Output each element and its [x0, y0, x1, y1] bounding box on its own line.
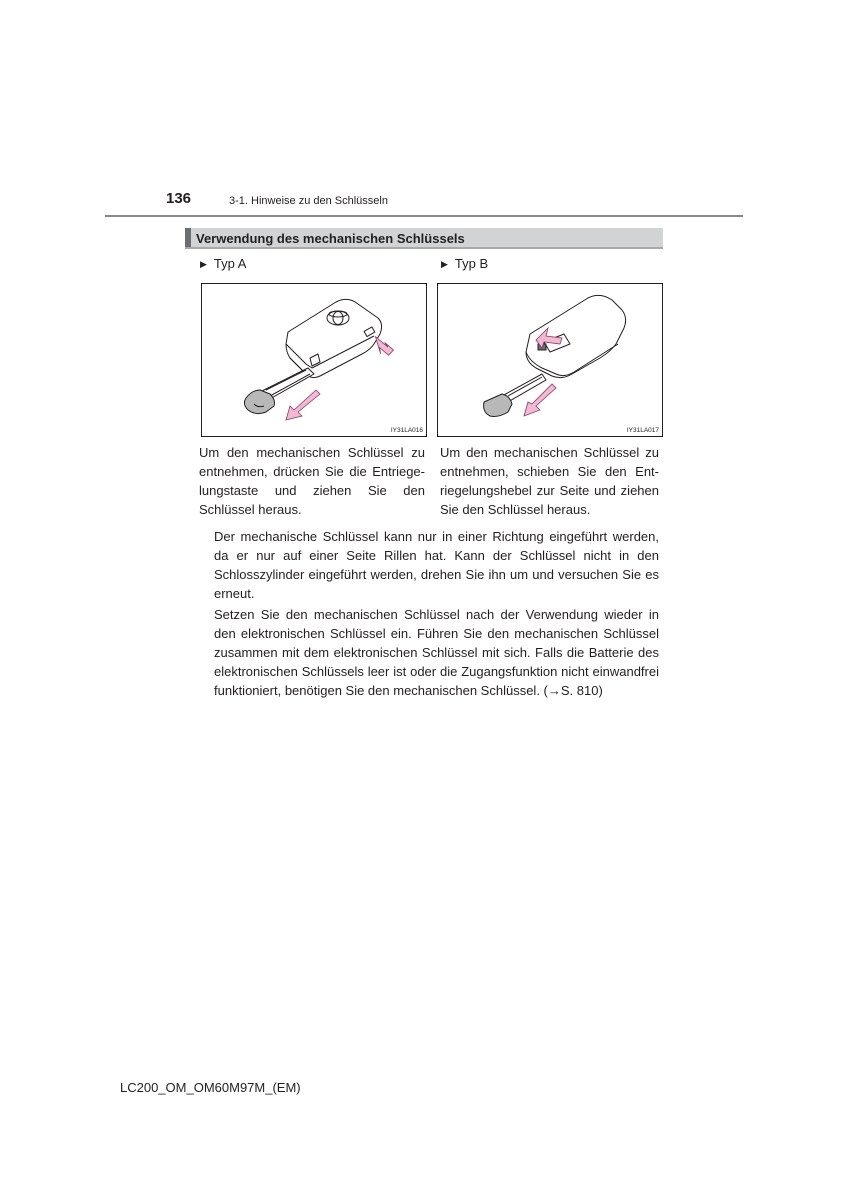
- figure-type-a: [201, 283, 427, 437]
- caption-type-b: Um den mechanischen Schlüssel zu entnehmen, schieben Sie den Entriegelungshebel zur Seite und ziehen Sie den Schlüssel heraus.: [440, 445, 659, 517]
- note-paragraph-2: Setzen Sie den mechanischen Schlüssel nach der Verwendung wieder in den elektronischen Schlüssel ein. Führen Sie den mechanischen Schlüssel zusammen mit dem elektronischen Schlüssel mit sich. Falls die Batterie des elektronischen Schlüssels leer ist oder die Zugangsfunktion nicht einwandfrei funktioniert, benötigen Sie den mechanischen Schlüssel. (→S. 810): [214, 607, 659, 698]
- figure-code-a: IY31LA016: [390, 427, 423, 434]
- figure-code-b: IY31LA017: [626, 427, 659, 434]
- pull-arrow-icon: [286, 390, 320, 420]
- header-rule: [105, 215, 743, 217]
- type-a-label-text: Typ A: [213, 256, 247, 271]
- section-path: 3-1. Hinweise zu den Schlüsseln: [229, 195, 388, 207]
- triangle-bullet-icon: ▶: [200, 259, 207, 269]
- type-b-label-text: Typ B: [454, 256, 489, 271]
- push-arrow-icon: [373, 337, 395, 356]
- section-heading-accent: [185, 228, 191, 247]
- section-heading-bar: [185, 228, 663, 249]
- type-b-label: [441, 256, 488, 271]
- key-illustration-type-a: [202, 284, 428, 438]
- key-illustration-type-b: [438, 284, 664, 438]
- footer-doc-code: LC200_OM_OM60M97M_(EM): [120, 1080, 301, 1095]
- triangle-bullet-icon: ▶: [441, 259, 448, 269]
- figure-type-b: [437, 283, 663, 437]
- type-a-label: [200, 256, 246, 271]
- section-heading: Verwendung des mechanischen Schlüssels: [196, 231, 465, 246]
- note-paragraph-1: Der mechanische Schlüssel kann nur in einer Richtung eingeführt werden, da er nur auf einer Seite Rillen hat. Kann der Schlüssel nicht in den Schlosszylinder eingeführt werden, drehen Sie ihn um und versuchen Sie es erneut.: [214, 529, 659, 601]
- caption-type-a: Um den mechanischen Schlüssel zu entnehmen, drücken Sie die Entriegelungstaste und ziehen Sie den Schlüssel heraus.: [199, 445, 425, 517]
- page-number: 136: [166, 190, 192, 207]
